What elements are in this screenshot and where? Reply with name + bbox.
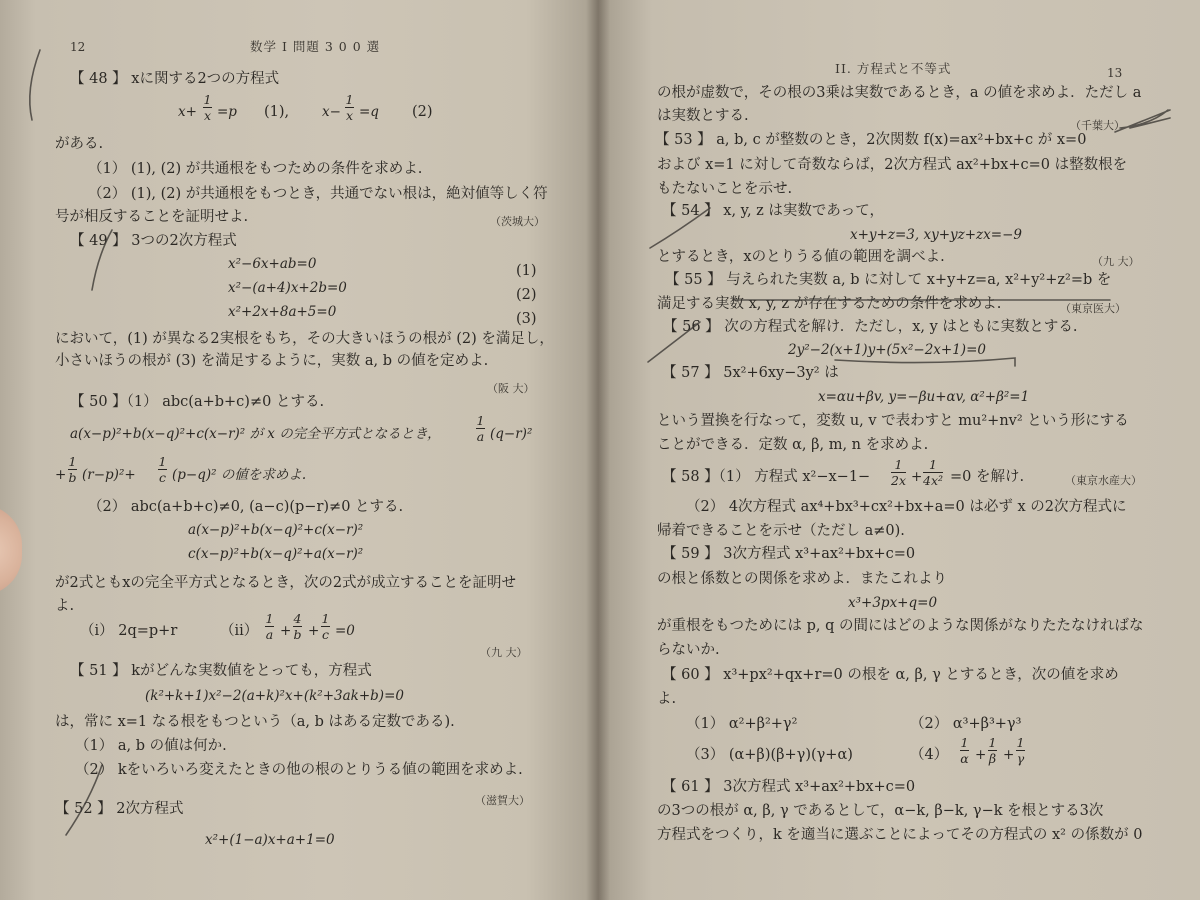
frac-1-over-gamma: 1 γ: [1016, 735, 1025, 766]
source-label: （東京医大）: [1060, 302, 1126, 315]
running-head: 数学 I 問題 3 0 0 選: [250, 39, 381, 54]
equation: x+y+z=3, xy+yz+zx=−9: [850, 227, 1022, 243]
source-label: （九 大）: [1092, 255, 1140, 268]
frac-1-over-x: 1 x: [345, 92, 354, 123]
text-line: 満足する実数 x, y, z が存在するための条件を求めよ.: [657, 296, 1002, 312]
frac-1-over-beta: 1 β: [988, 735, 997, 766]
left-page: [0, 0, 598, 900]
text-line: が2式ともxの完全平方式となるとき，次の2式が成立することを証明せ: [55, 575, 517, 591]
text-line: が重根をもつためには p, q の間にはどのような関係がなりたたなければな: [657, 618, 1144, 634]
text-line: （1） α²+β²+γ²: [686, 716, 798, 732]
right-page: [598, 0, 1200, 900]
frac-1-over-4x2: 1 4x²: [923, 457, 944, 488]
text-line: =0 を解け.: [950, 469, 1025, 485]
text-line: （ii）: [220, 623, 259, 639]
text-line: （2） α³+β³+γ³: [910, 716, 1022, 732]
text-line: (r−p)²+: [82, 467, 136, 483]
thumb: [0, 505, 22, 595]
text-line: （2） kをいろいろ変えたときの他の根のとりうる値の範囲を求めよ.: [75, 762, 523, 778]
eq-48-1-number: (1),: [264, 104, 290, 120]
eq-48-2-right: =q: [359, 104, 379, 120]
text-line: らないか.: [657, 642, 720, 658]
text-line: 方程式をつくり，k を適当に選ぶことによってその方程式の x² の係数が 0: [657, 827, 1143, 843]
text-line: （i） 2q=p+r: [80, 623, 178, 639]
running-head: II. 方程式と不等式: [835, 61, 952, 76]
problem-57-heading: 【 57 】 5x²+6xy−3y² は: [662, 365, 839, 381]
source-label: （千葉大）: [1070, 119, 1125, 132]
text-line: の3つの根が α, β, γ であるとして，α−k, β−k, γ−k を根とする3次: [657, 803, 1104, 819]
text-line: （1） a, b の値は何か.: [75, 738, 227, 754]
equation: 2y²−2(x+1)y+(5x²−2x+1)=0: [788, 342, 986, 358]
text-line: および x=1 に対して奇数ならば，2次方程式 ax²+bx+c=0 は整数根を: [657, 157, 1128, 173]
frac-1-over-a: 1 a: [476, 413, 485, 444]
frac-1-over-c: 1 c: [321, 611, 330, 642]
text-line: 帰着できることを示せ（ただし a≠0).: [657, 523, 905, 539]
equation: c(x−p)²+b(x−q)²+a(x−r)²: [188, 546, 364, 562]
problem-48-heading: 【 48 】 xに関する2つの方程式: [70, 71, 280, 87]
problem-56-heading: 【 56 】 次の方程式を解け．ただし，x, y はともに実数とする.: [663, 319, 1078, 335]
problem-52-heading: 【 52 】 2次方程式: [55, 801, 184, 817]
problem-59-heading: 【 59 】 3次方程式 x³+ax²+bx+c=0: [662, 546, 916, 562]
frac-4-over-b: 4 b: [293, 611, 302, 642]
text-line: +: [975, 747, 987, 763]
problem-60-heading: 【 60 】 x³+px²+qx+r=0 の根を α, β, γ とするとき，次の値を求め: [662, 667, 1119, 683]
text-line: +: [911, 469, 923, 485]
text-line: +: [280, 623, 292, 639]
frac-1-over-2x: 1 2x: [891, 457, 907, 488]
problem-53-heading: 【 53 】 a, b, c が整数のとき，2次関数 f(x)=ax²+bx+c が x=0: [655, 132, 1087, 148]
source-label: （茨城大）: [490, 215, 545, 228]
text-line: 号が相反することを証明せよ.: [55, 209, 249, 225]
text-line: の根と係数との関係を求めよ．またこれより: [657, 571, 947, 587]
page-number: 12: [70, 40, 86, 54]
problem-50-heading: 【 50 】（1） abc(a+b+c)≠0 とする.: [70, 394, 325, 410]
equation-number: (3): [516, 311, 537, 327]
text-line: （3） (α+β)(β+γ)(γ+α): [686, 747, 853, 763]
text-line: よ.: [55, 598, 75, 614]
text-line: (p−q)² の値を求めよ.: [172, 467, 307, 483]
equation: (k²+k+1)x²−2(a+k)²x+(k²+3ak+b)=0: [145, 688, 404, 704]
frac-1-over-a: 1 a: [265, 611, 274, 642]
problem-55-heading: 【 55 】 与えられた実数 a, b に対して x+y+z=a, x²+y²+z²=b を: [665, 272, 1112, 288]
page-number: 13: [1107, 66, 1123, 80]
text-line: +: [308, 623, 320, 639]
frac-1-over-c: 1 c: [158, 454, 167, 485]
text-line: という置換を行なって，変数 u, v で表わすと mu²+nv² という形にする: [657, 413, 1129, 429]
equation: x²−(a+4)x+2b=0: [228, 280, 347, 296]
problem-51-heading: 【 51 】 kがどんな実数値をとっても，方程式: [70, 663, 372, 679]
frac-1-over-b: 1 b: [68, 454, 77, 485]
text-line: において，(1) が異なる2実根をもち，その大きいほうの根が (2) を満足し，: [55, 331, 554, 347]
text-line: (q−r)²: [490, 426, 533, 442]
text-line: （4）: [910, 747, 949, 763]
text-line: （1） (1), (2) が共通根をもつための条件を求めよ.: [88, 161, 423, 177]
problem-54-heading: 【 54 】 x, y, z は実数であって，: [662, 203, 884, 219]
problem-61-heading: 【 61 】 3次方程式 x³+ax²+bx+c=0: [662, 779, 916, 795]
source-label: （東京水産大）: [1065, 474, 1142, 487]
equation: x³+3px+q=0: [848, 595, 938, 611]
text-line: ことができる．定数 α, β, m, n を求めよ.: [657, 437, 929, 453]
source-label: （阪 大）: [487, 382, 535, 395]
text-line: がある.: [55, 136, 104, 152]
equation: x=αu+βv, y=−βu+αv, α²+β²=1: [818, 389, 1030, 405]
eq-48-1-right: =p: [217, 104, 237, 120]
equation: x²+(1−a)x+a+1=0: [205, 832, 335, 848]
equation-number: (1): [516, 263, 537, 279]
text-line: は実数とする.: [657, 108, 749, 124]
problem-49-heading: 【 49 】 3つの2次方程式: [70, 233, 237, 249]
text-line: =0: [335, 623, 355, 639]
text-line: +: [1003, 747, 1015, 763]
equation: x²−6x+ab=0: [228, 256, 317, 272]
frac-1-over-alpha: 1 α: [960, 735, 969, 766]
text-line: とするとき，xのとりうる値の範囲を調べよ.: [657, 249, 945, 265]
eq-48-2-number: (2): [412, 104, 433, 120]
text-line: よ.: [657, 691, 677, 707]
text-line: （2） abc(a+b+c)≠0, (a−c)(p−r)≠0 とする.: [88, 499, 404, 515]
source-label: （滋賀大）: [475, 794, 530, 807]
equation: a(x−p)²+b(x−q)²+c(x−r)²: [188, 522, 364, 538]
text-line: 小さいほうの根が (3) を満足するように，実数 a, b の値を定めよ.: [55, 353, 489, 369]
source-label: （九 大）: [480, 646, 528, 659]
text-line: は，常に x=1 なる根をもつという（a, b はある定数である).: [55, 714, 455, 730]
frac-1-over-x: 1 x: [203, 92, 212, 123]
text-line: の根が虚数で，その根の3乗は実数であるとき，a の値を求めよ．ただし a: [657, 85, 1142, 101]
text-line: （2） (1), (2) が共通根をもつとき，共通でない根は，絶対値等しく符: [88, 186, 548, 202]
problem-58-heading: 【 58 】（1） 方程式 x²−x−1−: [662, 469, 871, 485]
equation: x²+2x+8a+5=0: [228, 304, 337, 320]
equation-number: (2): [516, 287, 537, 303]
text-line: もたないことを示せ.: [657, 181, 793, 197]
text-line: （2） 4次方程式 ax⁴+bx³+cx²+bx+a=0 は必ず x の2次方程式に: [686, 499, 1127, 515]
text-line: +: [55, 467, 67, 483]
book-gutter: [586, 0, 610, 900]
eq-48-1-left: x+: [178, 104, 197, 120]
eq-48-2-left: x−: [322, 104, 341, 120]
text-line: a(x−p)²+b(x−q)²+c(x−r)² が x の完全平方式となるとき，: [70, 426, 441, 442]
